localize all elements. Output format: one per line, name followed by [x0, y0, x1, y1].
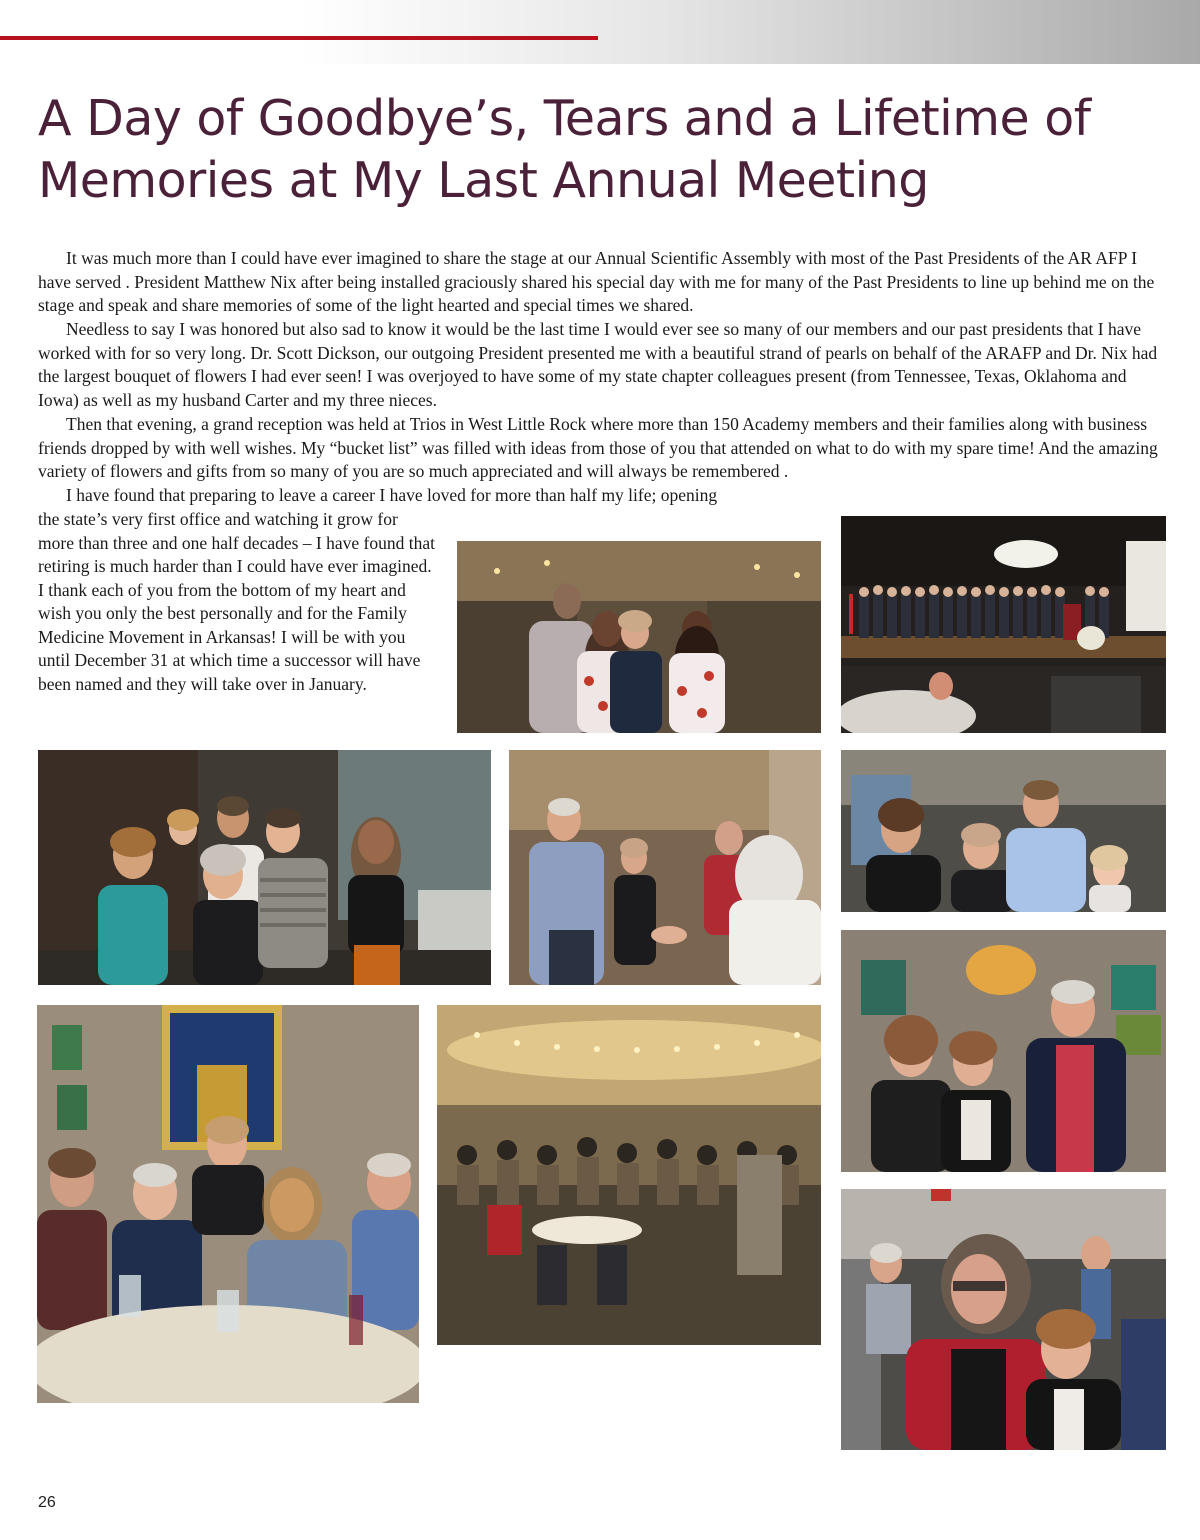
photo-two-women-smiling: [841, 1189, 1166, 1450]
photo-table-group-seated: [37, 1005, 419, 1403]
article-paragraph-4-first-line: I have found that preparing to leave a career I have loved for more than half my life; opening: [66, 485, 718, 505]
photo-past-presidents-on-stage: [841, 516, 1166, 733]
article-paragraph-4-wrapped: the state’s very first office and watching it grow for more than three and one half decades – I have found that retiring is much harder than I could have ever imagined. I thank each of you from the bottom of my heart and wish you only the best personally and for the Family Medicine Movement in Arkansas! I will be with you until December 31 at which time a successor will have been named and they will take over in January.: [38, 509, 435, 694]
photo-reception-room-crowd: [437, 1005, 821, 1345]
photo-three-people-art-wall: [841, 930, 1166, 1172]
photo-family-group-outdoors: [38, 750, 491, 985]
article-paragraph-2: Needless to say I was honored but also sad to know it would be the last time I would ever see so many of our members and our past presidents that I have worked with for so very long. Dr. Scott Dickson, our outgoing President presented me with a beautiful strand of pearls on behalf of the ARAFP and Dr. Nix had the largest bouquet of flowers I had ever seen! I was overjoyed to have some of my state chapter colleagues present (from Tennessee, Texas, Oklahoma and Iowa) as well as my husband Carter and my three nieces.: [38, 319, 1158, 410]
page-number: 26: [38, 1494, 56, 1511]
header-gradient-bar: [0, 0, 1200, 64]
article-paragraph-3: Then that evening, a grand reception was held at Trios in West Little Rock where more than 150 Academy members and their families along with business friends dropped by with well wishes. My “bucket list” was filled with ideas from those of you that attended on what to do with my spare time! And the amazing variety of flowers and gifts from so many of you are so much appreciated and will always be remembered .: [38, 414, 1158, 481]
article-paragraph-1: It was much more than I could have ever imagined to share the stage at our Annual Scientific Assembly with most of the Past Presidents of the AR AFP I have served . President Matthew Nix after being installed graciously shared his special day with me for many of the Past Presidents to line up behind me on the stage and speak and share memories of some of the light hearted and special times we shared.: [38, 248, 1155, 315]
photo-three-women-portrait: [457, 541, 821, 733]
article-title: A Day of Goodbye’s, Tears and a Lifetime of Memories at My Last Annual Meeting: [38, 90, 1091, 209]
photo-group-with-child: [841, 750, 1166, 912]
photo-handshake-greeting: [509, 750, 821, 985]
header-accent-line: [0, 36, 598, 40]
